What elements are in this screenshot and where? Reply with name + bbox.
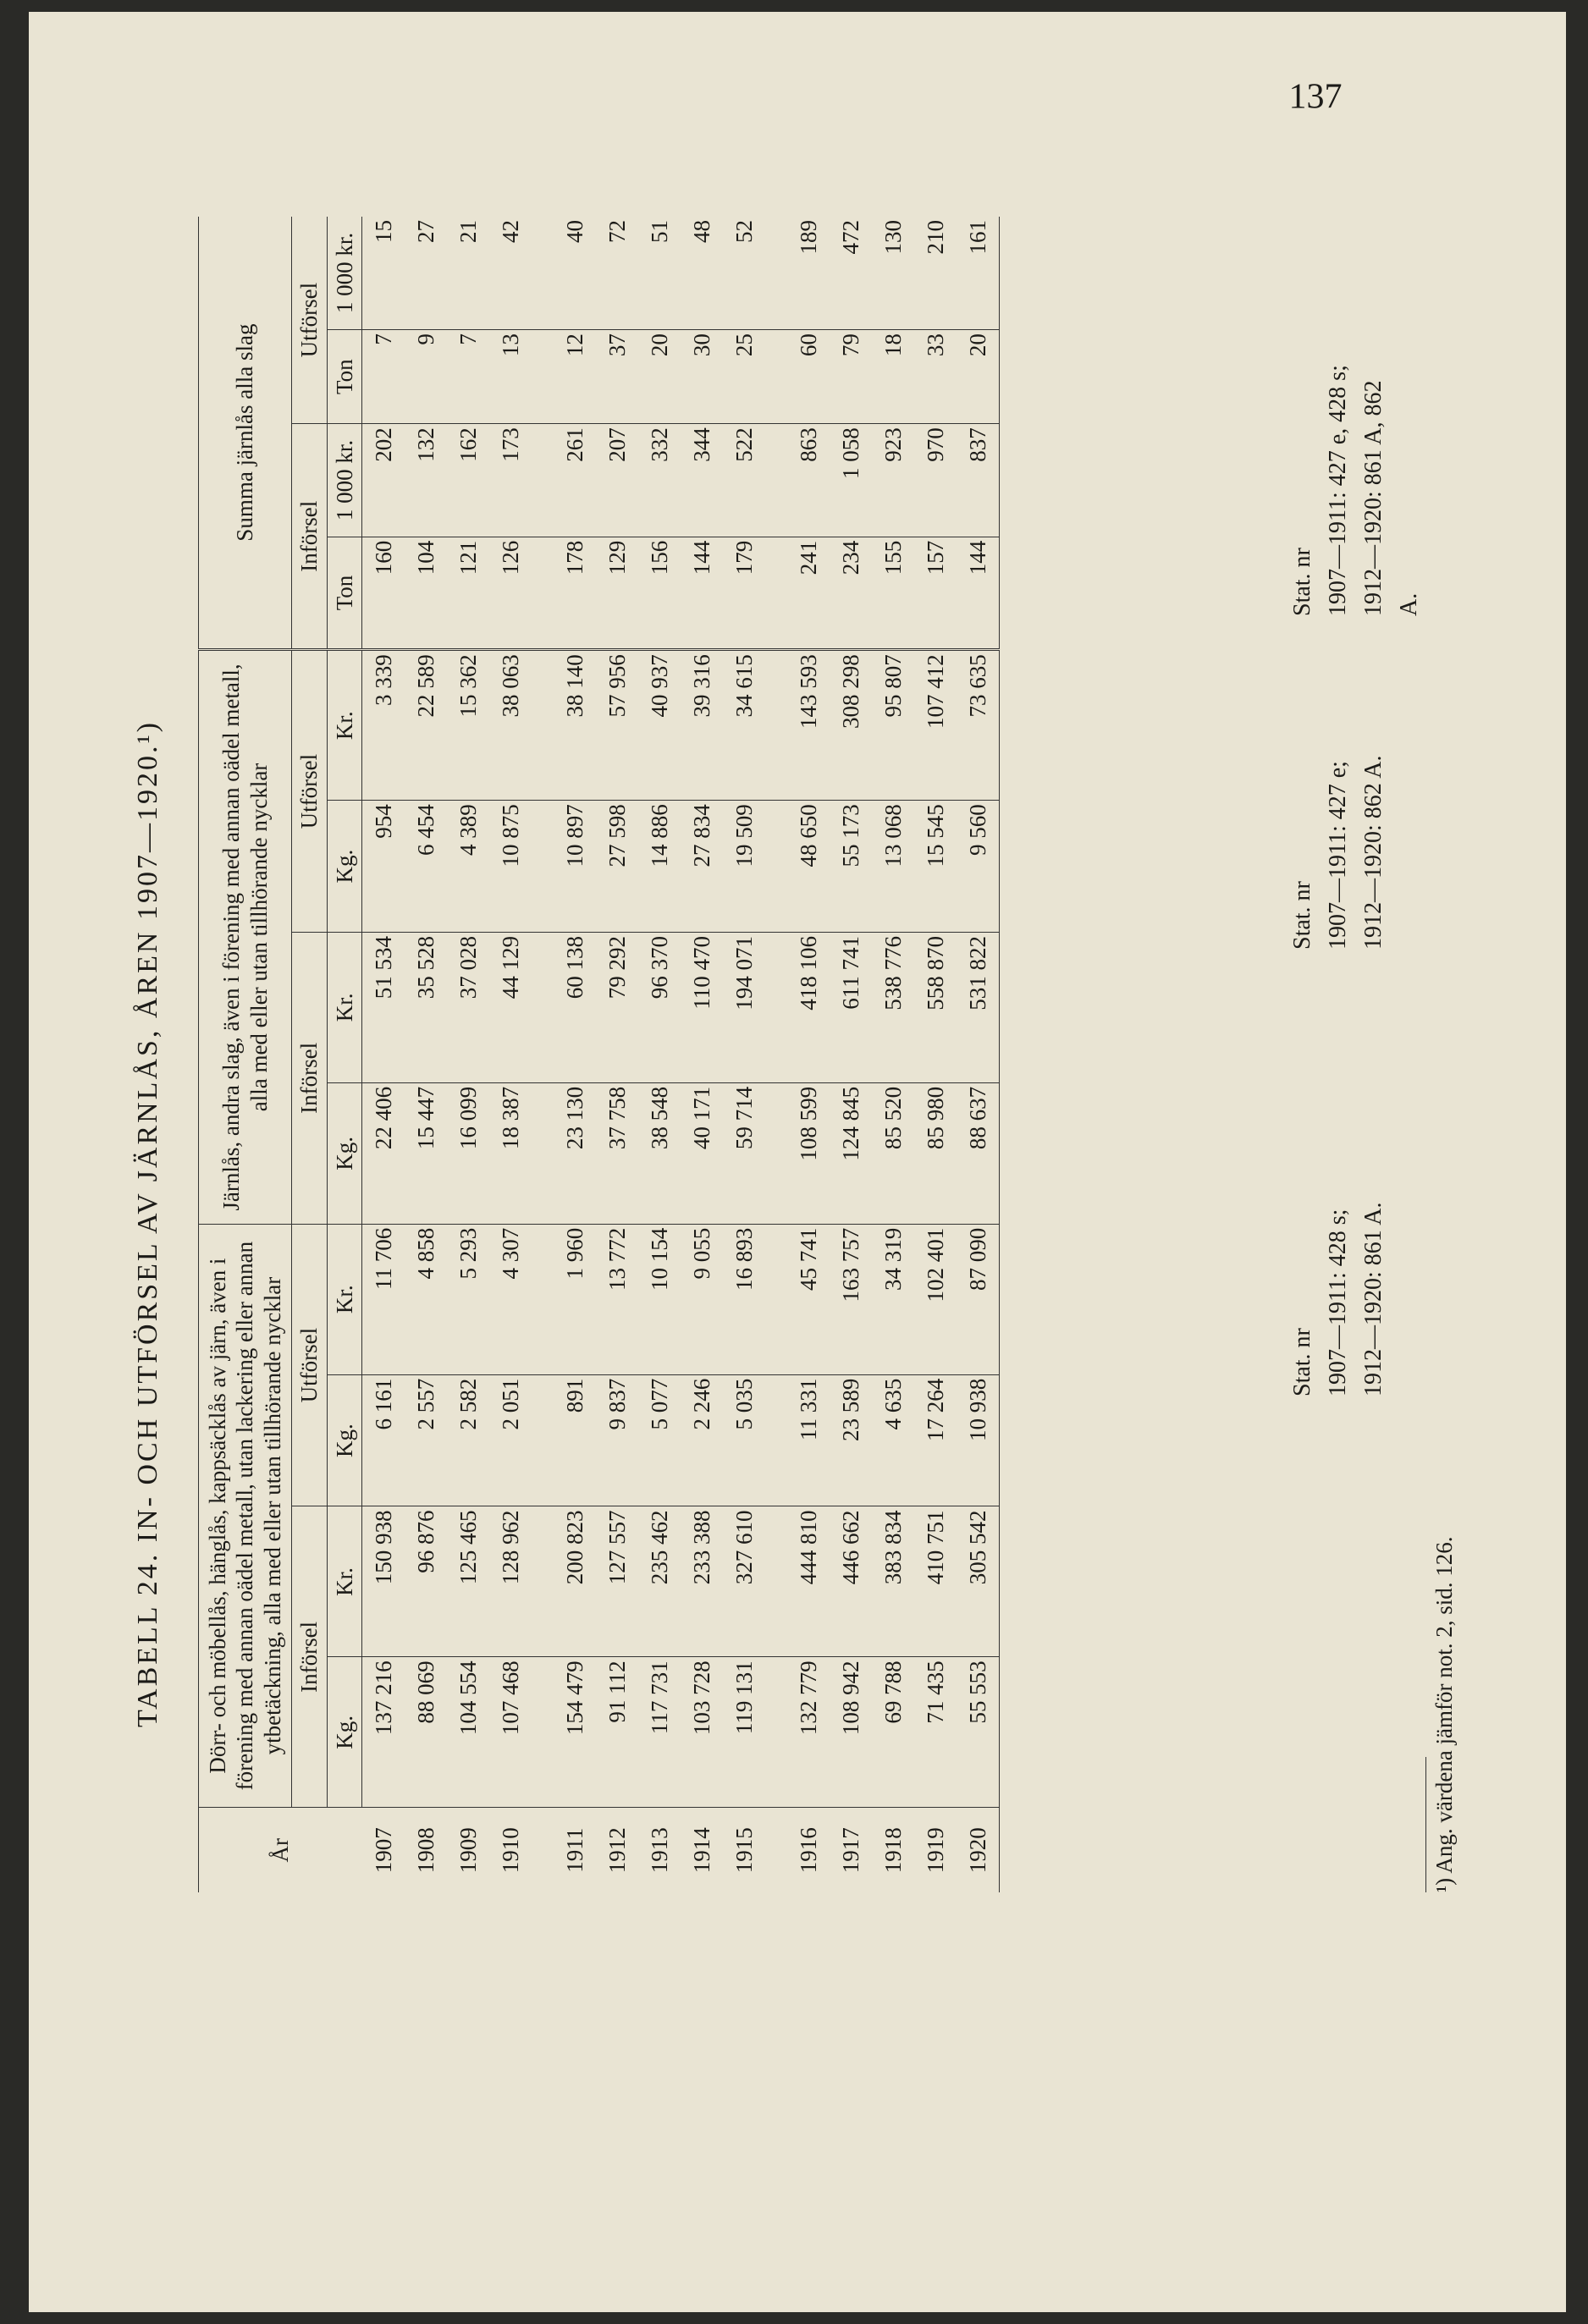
cell-g3-2: 79 <box>830 330 872 424</box>
cell-g3-1: 332 <box>638 424 681 537</box>
cell-g3-1: 837 <box>957 424 1000 537</box>
cell-g2-3: 38 063 <box>489 650 532 801</box>
cell-g3-1: 1 058 <box>830 424 872 537</box>
header-g3-utforsel: Utförsel <box>292 217 327 424</box>
cell-g3-2: 13 <box>489 330 532 424</box>
cell-g2-3: 15 362 <box>447 650 489 801</box>
cell-g1-3: 9 055 <box>681 1224 723 1374</box>
table-body <box>361 217 999 1892</box>
cell-g1-0: 132 779 <box>765 1657 830 1808</box>
cell-g1-1: 444 810 <box>765 1506 830 1657</box>
cell-g1-3: 5 293 <box>447 1224 489 1374</box>
stat-line: 1912—1920: 862 A. <box>1360 755 1387 950</box>
cell-g1-0: 154 479 <box>532 1657 596 1808</box>
cell-year: 1911 <box>532 1808 596 1892</box>
footnote <box>1425 1536 1458 1892</box>
cell-g2-1: 194 071 <box>723 932 765 1082</box>
cell-g2-1: 37 028 <box>447 932 489 1082</box>
cell-g1-3: 4 307 <box>489 1224 532 1374</box>
header-group1: Dörr- och möbellås, hänglås, kappsäcklås av järn, även i förening med annan oädel metall, utan lackering eller annan ytbetäckning, alla med eller utan tillhörande nycklar <box>199 1224 292 1808</box>
cell-g3-0: 104 <box>405 537 447 649</box>
cell-g3-2: 20 <box>957 330 1000 424</box>
cell-g3-3: 189 <box>795 220 821 255</box>
cell-g3-1: 202 <box>361 424 405 537</box>
cell-g1-0: 69 788 <box>872 1657 914 1808</box>
cell-g1-2: 6 161 <box>361 1374 405 1506</box>
cell-year: 1915 <box>723 1808 765 1892</box>
cell-g1-1: 200 823 <box>532 1506 596 1657</box>
cell-g3-3: 21 <box>455 220 481 243</box>
table-row <box>447 217 489 1892</box>
footnote-rule <box>1425 1757 1426 1892</box>
cell-g3-2: 12 <box>532 330 596 424</box>
cell-g3-3: 472 <box>837 220 863 255</box>
cell-g1-3: 11 706 <box>361 1224 405 1374</box>
cell-g1-1: 150 938 <box>361 1506 405 1657</box>
table-row <box>638 217 681 1892</box>
cell-g2-0: 23 130 <box>532 1082 596 1224</box>
cell-g1-0: 88 069 <box>405 1657 447 1808</box>
cell-g1-3: 102 401 <box>914 1224 957 1374</box>
cell-g1-1: 235 462 <box>638 1506 681 1657</box>
header-g3-in-ton: Ton <box>327 537 361 649</box>
cell-g1-1: 233 388 <box>681 1506 723 1657</box>
cell-g3-3: 15 <box>370 220 396 243</box>
header-g1-ut-kr: Kr. <box>327 1224 361 1374</box>
cell-g3-0: 178 <box>532 537 596 649</box>
cell-g1-3: 163 757 <box>830 1224 872 1374</box>
cell-g2-3: 73 635 <box>957 650 1000 801</box>
cell-g3-0: 121 <box>447 537 489 649</box>
header-g3-ut-ton: Ton <box>327 330 361 424</box>
data-table <box>198 217 1000 1892</box>
cell-g3-0: 241 <box>765 537 830 649</box>
cell-g3-3: 210 <box>922 220 948 255</box>
stat-note-group1 <box>1285 1143 1392 1396</box>
table-row <box>914 217 957 1892</box>
table-row <box>681 217 723 1892</box>
page-number: 137 <box>1288 77 1343 117</box>
cell-g2-3: 143 593 <box>765 650 830 801</box>
cell-g2-3: 107 412 <box>914 650 957 801</box>
cell-g3-3: 40 <box>561 220 587 243</box>
table-row <box>830 217 872 1892</box>
header-g1-utforsel: Utförsel <box>292 1224 327 1506</box>
header-group3: Summa järnlås alla slag <box>199 217 292 650</box>
cell-g1-2: 5 035 <box>723 1374 765 1506</box>
cell-g3-1: 207 <box>596 424 638 537</box>
stat-line: Stat. nr <box>1289 548 1315 616</box>
cell-g1-2: 9 837 <box>596 1374 638 1506</box>
cell-g2-1: 35 528 <box>405 932 447 1082</box>
cell-g2-2: 15 545 <box>914 801 957 933</box>
cell-g1-0: 117 731 <box>638 1657 681 1808</box>
cell-g2-3: 38 140 <box>532 650 596 801</box>
cell-g1-0: 91 112 <box>596 1657 638 1808</box>
cell-g3-0: 126 <box>489 537 532 649</box>
cell-g3-2: 9 <box>405 330 447 424</box>
cell-g3-3: 161 <box>957 217 1000 330</box>
stat-line: 1907—1911: 427 e, 428 s; <box>1325 365 1351 616</box>
cell-g1-1: 383 834 <box>872 1506 914 1657</box>
table-row <box>765 217 830 1892</box>
cell-g2-0: 38 548 <box>638 1082 681 1224</box>
header-g2-in-kg: Kg. <box>327 1082 361 1224</box>
cell-g3-0: 144 <box>957 537 1000 649</box>
cell-g3-1: 261 <box>532 424 596 537</box>
cell-g1-0: 104 554 <box>447 1657 489 1808</box>
cell-g3-1: 970 <box>914 424 957 537</box>
cell-year: 1919 <box>914 1808 957 1892</box>
header-g1-in-kg: Kg. <box>327 1657 361 1808</box>
cell-g3-2: 33 <box>914 330 957 424</box>
cell-g3-1: 344 <box>681 424 723 537</box>
header-g2-ut-kr: Kr. <box>327 650 361 801</box>
stat-note-group2 <box>1285 696 1392 950</box>
cell-g1-1: 96 876 <box>405 1506 447 1657</box>
cell-year: 1908 <box>405 1808 447 1892</box>
cell-g2-0: 85 520 <box>872 1082 914 1224</box>
cell-g1-3: 1 960 <box>532 1224 596 1374</box>
cell-g3-0: 144 <box>681 537 723 649</box>
cell-g2-0: 40 171 <box>681 1082 723 1224</box>
cell-g2-2: 27 598 <box>596 801 638 933</box>
cell-g2-0: 85 980 <box>914 1082 957 1224</box>
cell-g3-2: 37 <box>596 330 638 424</box>
stat-note-group3 <box>1285 362 1427 616</box>
cell-g2-1: 44 129 <box>489 932 532 1082</box>
stat-line: 1912—1920: 861 A. <box>1360 1202 1387 1396</box>
cell-g3-3: 48 <box>688 220 714 243</box>
cell-g2-0: 15 447 <box>405 1082 447 1224</box>
cell-g3-3: 51 <box>646 220 672 243</box>
cell-g3-0: 155 <box>872 537 914 649</box>
cell-g1-1: 127 557 <box>596 1506 638 1657</box>
cell-g1-2: 2 051 <box>489 1374 532 1506</box>
cell-g2-3: 308 298 <box>830 650 872 801</box>
footnote-text: ¹) Ang. värdena jämför not. 2, sid. 126. <box>1431 1536 1457 1892</box>
cell-g1-2: 5 077 <box>638 1374 681 1506</box>
cell-g2-2: 10 897 <box>532 801 596 933</box>
cell-g3-0: 160 <box>361 537 405 649</box>
cell-g3-2: 25 <box>723 330 765 424</box>
cell-g2-0: 124 845 <box>830 1082 872 1224</box>
cell-g3-1: 923 <box>872 424 914 537</box>
header-g3-inforsel: Införsel <box>292 424 327 650</box>
cell-g1-2: 17 264 <box>914 1374 957 1506</box>
cell-g1-2: 10 938 <box>957 1374 1000 1506</box>
cell-g1-3: 13 772 <box>596 1224 638 1374</box>
cell-g1-2: 4 635 <box>872 1374 914 1506</box>
stat-line: Stat. nr <box>1289 881 1315 950</box>
cell-g2-2: 27 834 <box>681 801 723 933</box>
cell-g3-2: 60 <box>765 330 830 424</box>
cell-g1-1: 125 465 <box>447 1506 489 1657</box>
table-row <box>957 217 1000 1892</box>
cell-g1-0: 107 468 <box>489 1657 532 1808</box>
table-title: TABELL 24. IN- OCH UTFÖRSEL AV JÄRNLÅS, ÅREN 1907—1920.¹) <box>132 720 163 1728</box>
header-g1-inforsel: Införsel <box>292 1506 327 1808</box>
header-g3-ut-kkr: 1 000 kr. <box>327 217 361 330</box>
cell-year: 1920 <box>957 1808 1000 1892</box>
cell-g1-3: 34 319 <box>872 1224 914 1374</box>
cell-g2-2: 4 389 <box>447 801 489 933</box>
cell-g2-0: 108 599 <box>765 1082 830 1224</box>
cell-g1-3: 16 893 <box>723 1224 765 1374</box>
header-g2-ut-kg: Kg. <box>327 801 361 933</box>
stat-line: Stat. nr <box>1289 1328 1315 1396</box>
cell-g1-0: 103 728 <box>681 1657 723 1808</box>
cell-g3-3: 52 <box>731 220 757 243</box>
cell-g3-1: 132 <box>405 424 447 537</box>
cell-g1-2: 2 246 <box>681 1374 723 1506</box>
cell-g1-1: 446 662 <box>830 1506 872 1657</box>
cell-g2-1: 611 741 <box>830 932 872 1082</box>
cell-g2-3: 3 339 <box>361 650 405 801</box>
cell-year: 1914 <box>681 1808 723 1892</box>
cell-g1-1: 305 542 <box>957 1506 1000 1657</box>
cell-year: 1909 <box>447 1808 489 1892</box>
cell-g3-1: 162 <box>447 424 489 537</box>
cell-g3-0: 179 <box>723 537 765 649</box>
header-g3-in-kkr: 1 000 kr. <box>327 424 361 537</box>
cell-g3-1: 522 <box>723 424 765 537</box>
cell-g2-2: 6 454 <box>405 801 447 933</box>
rotated-page-content <box>29 0 1566 2324</box>
cell-g2-1: 558 870 <box>914 932 957 1082</box>
cell-g2-3: 57 956 <box>596 650 638 801</box>
cell-g2-1: 110 470 <box>681 932 723 1082</box>
cell-g1-0: 137 216 <box>361 1657 405 1808</box>
header-g2-utforsel: Utförsel <box>292 650 327 933</box>
table-row <box>361 217 405 1892</box>
cell-year: 1907 <box>361 1808 405 1892</box>
cell-g2-0: 18 387 <box>489 1082 532 1224</box>
cell-g2-3: 22 589 <box>405 650 447 801</box>
cell-g3-0: 156 <box>638 537 681 649</box>
cell-g2-0: 16 099 <box>447 1082 489 1224</box>
table-row <box>405 217 447 1892</box>
header-g2-inforsel: Införsel <box>292 932 327 1224</box>
cell-g1-1: 327 610 <box>723 1506 765 1657</box>
cell-g2-3: 95 807 <box>872 650 914 801</box>
cell-g2-2: 14 886 <box>638 801 681 933</box>
cell-g2-1: 418 106 <box>765 932 830 1082</box>
cell-g2-2: 9 560 <box>957 801 1000 933</box>
header-g1-in-kr: Kr. <box>327 1506 361 1657</box>
cell-year: 1916 <box>765 1808 830 1892</box>
cell-g3-1: 173 <box>489 424 532 537</box>
cell-g3-0: 157 <box>914 537 957 649</box>
cell-g2-3: 40 937 <box>638 650 681 801</box>
cell-year: 1913 <box>638 1808 681 1892</box>
cell-g2-1: 531 822 <box>957 932 1000 1082</box>
stat-line: 1912—1920: 861 A, 862 A. <box>1360 380 1422 616</box>
cell-g2-1: 60 138 <box>532 932 596 1082</box>
table-row <box>723 217 765 1892</box>
cell-g1-0: 71 435 <box>914 1657 957 1808</box>
cell-year: 1918 <box>872 1808 914 1892</box>
cell-g3-1: 863 <box>765 424 830 537</box>
cell-g2-1: 51 534 <box>361 932 405 1082</box>
cell-g2-2: 10 875 <box>489 801 532 933</box>
cell-g2-0: 59 714 <box>723 1082 765 1224</box>
header-group2: Järnlås, andra slag, även i förening med annan oädel metall, alla med eller utan tillhörande nycklar <box>199 650 292 1225</box>
cell-year: 1912 <box>596 1808 638 1892</box>
cell-year: 1917 <box>830 1808 872 1892</box>
stat-line: 1907—1911: 428 s; <box>1325 1209 1351 1396</box>
cell-g1-2: 11 331 <box>765 1374 830 1506</box>
cell-g2-3: 39 316 <box>681 650 723 801</box>
cell-g1-3: 4 858 <box>405 1224 447 1374</box>
cell-g2-2: 48 650 <box>765 801 830 933</box>
cell-g1-1: 128 962 <box>489 1506 532 1657</box>
cell-g1-3: 10 154 <box>638 1224 681 1374</box>
table-row <box>872 217 914 1892</box>
cell-g2-1: 79 292 <box>596 932 638 1082</box>
cell-g1-0: 108 942 <box>830 1657 872 1808</box>
cell-g3-3: 72 <box>604 220 630 243</box>
cell-g2-2: 19 509 <box>723 801 765 933</box>
cell-g2-0: 37 758 <box>596 1082 638 1224</box>
cell-g2-0: 22 406 <box>361 1082 405 1224</box>
cell-g2-1: 538 776 <box>872 932 914 1082</box>
cell-g1-0: 55 553 <box>957 1657 1000 1808</box>
cell-g2-2: 55 173 <box>830 801 872 933</box>
cell-g3-2: 30 <box>681 330 723 424</box>
header-year: År <box>199 1808 362 1892</box>
header-g1-ut-kg: Kg. <box>327 1374 361 1506</box>
cell-g3-0: 129 <box>596 537 638 649</box>
cell-g1-2: 23 589 <box>830 1374 872 1506</box>
cell-g1-3: 87 090 <box>957 1224 1000 1374</box>
cell-g3-2: 18 <box>872 330 914 424</box>
cell-g1-2: 891 <box>532 1374 596 1506</box>
cell-g2-0: 88 637 <box>957 1082 1000 1224</box>
cell-g1-2: 2 582 <box>447 1374 489 1506</box>
cell-g1-0: 119 131 <box>723 1657 765 1808</box>
cell-g2-1: 96 370 <box>638 932 681 1082</box>
cell-g3-2: 20 <box>638 330 681 424</box>
cell-g1-1: 410 751 <box>914 1506 957 1657</box>
table-row <box>532 217 596 1892</box>
cell-g2-3: 34 615 <box>723 650 765 801</box>
cell-g3-3: 130 <box>879 220 906 255</box>
cell-g3-0: 234 <box>830 537 872 649</box>
cell-g2-2: 13 068 <box>872 801 914 933</box>
cell-g3-2: 7 <box>361 330 405 424</box>
cell-g3-3: 27 <box>412 220 438 243</box>
table-row <box>489 217 532 1892</box>
cell-g2-2: 954 <box>361 801 405 933</box>
cell-g1-3: 45 741 <box>765 1224 830 1374</box>
cell-year: 1910 <box>489 1808 532 1892</box>
table-row <box>596 217 638 1892</box>
cell-g1-2: 2 557 <box>405 1374 447 1506</box>
header-g2-in-kr: Kr. <box>327 932 361 1082</box>
stat-line: 1907—1911: 427 e; <box>1325 761 1351 950</box>
table-container <box>198 217 1000 1892</box>
cell-g3-3: 42 <box>497 220 523 243</box>
cell-g3-2: 7 <box>447 330 489 424</box>
